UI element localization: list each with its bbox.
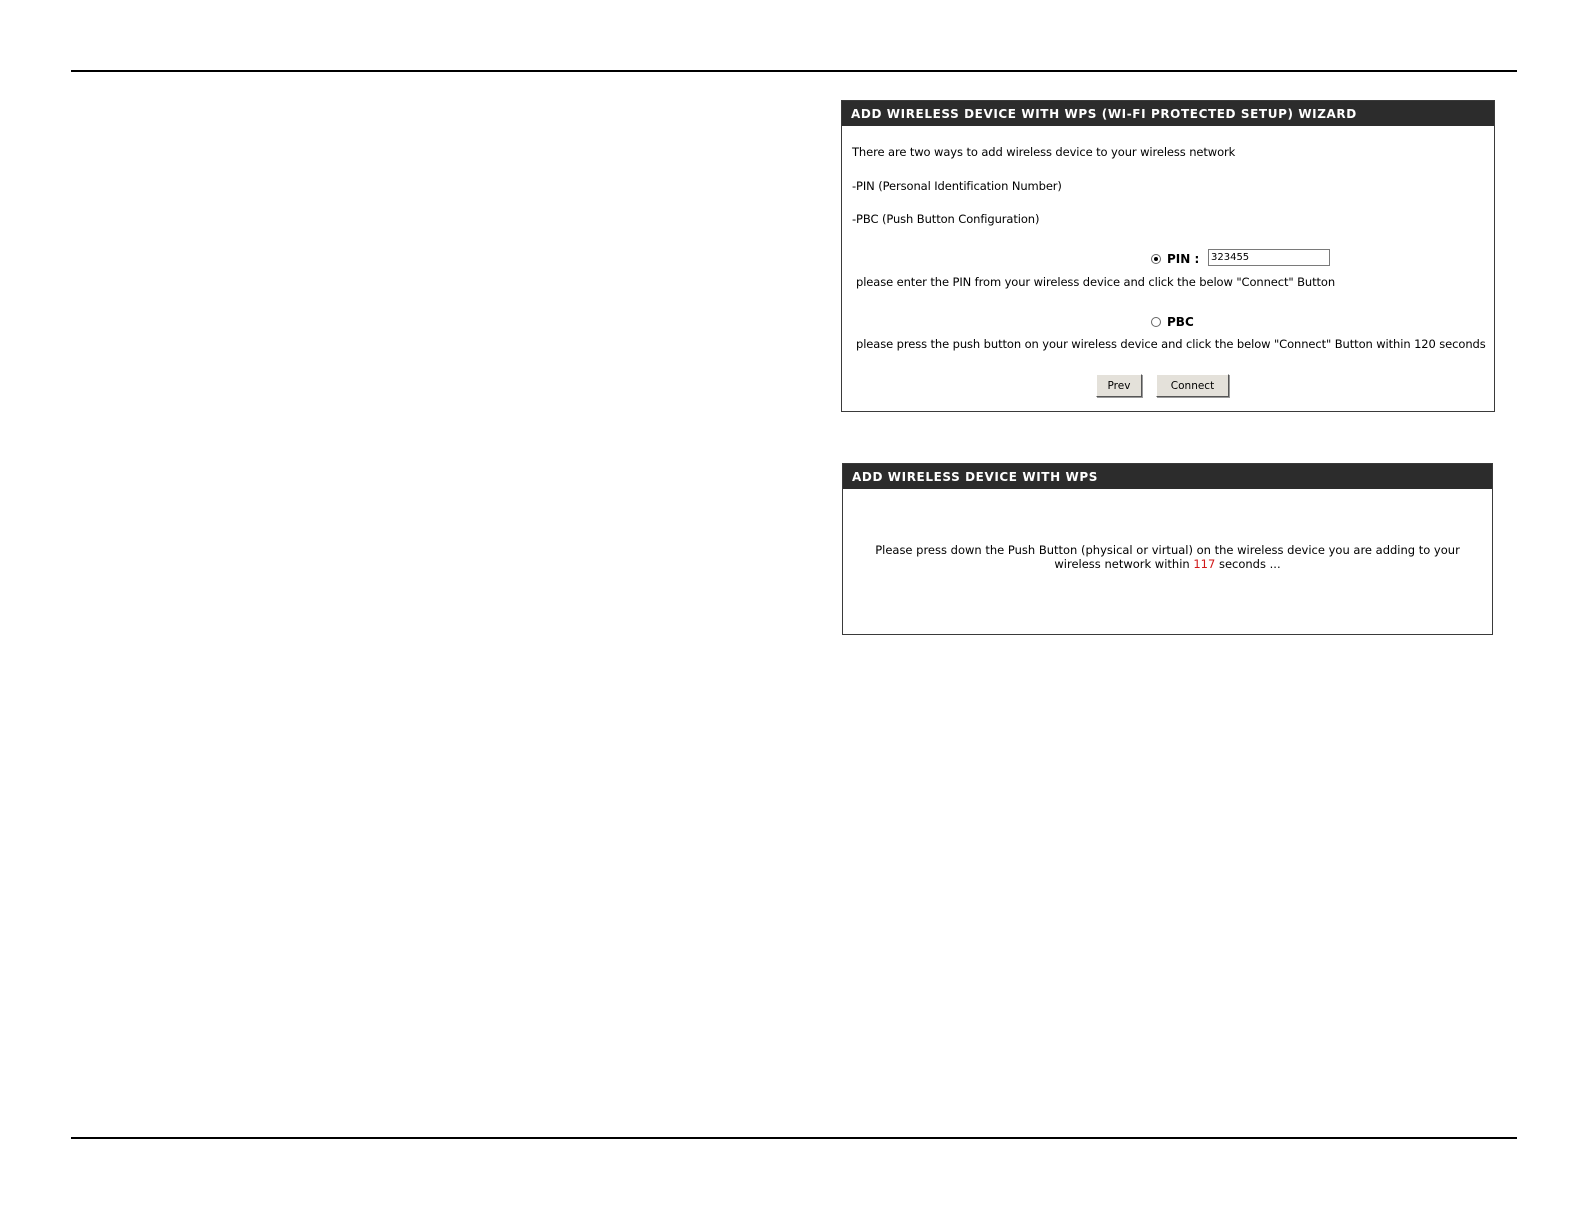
method-pin-text: -PIN (Personal Identification Number): [852, 179, 1062, 193]
wizard-title: ADD WIRELESS DEVICE WITH WPS (WI-FI PROTECTED SETUP) WIZARD: [842, 101, 1494, 126]
bottom-rule: [71, 1137, 1517, 1139]
wps-message-text: Please press down the Push Button (physical or virtual) on the wireless device you are adding to your wireless network within: [875, 543, 1460, 571]
pin-input[interactable]: [1208, 249, 1330, 266]
method-pbc-text: -PBC (Push Button Configuration): [852, 212, 1040, 226]
pbc-hint-text: please press the push button on your wireless device and click the below "Connect" Button within 120 seconds: [856, 337, 1486, 351]
countdown-seconds: 117: [1193, 557, 1216, 571]
wps-progress-panel: [842, 463, 1493, 635]
wps-wizard-panel: [841, 100, 1495, 412]
wps-message-suffix: seconds ...: [1215, 557, 1281, 571]
wps-message: [857, 543, 1478, 571]
connect-button[interactable]: Connect: [1156, 374, 1229, 397]
wps-title: ADD WIRELESS DEVICE WITH WPS: [843, 464, 1492, 489]
pbc-radio[interactable]: [1151, 317, 1161, 327]
pbc-label: PBC: [1167, 314, 1194, 329]
pin-radio[interactable]: [1151, 254, 1161, 264]
wizard-intro-text: There are two ways to add wireless device to your wireless network: [852, 145, 1236, 159]
pin-label: PIN :: [1167, 251, 1200, 266]
prev-button[interactable]: Prev: [1096, 374, 1142, 397]
pin-hint-text: please enter the PIN from your wireless device and click the below "Connect" Button: [856, 275, 1336, 289]
top-rule: [71, 70, 1517, 72]
